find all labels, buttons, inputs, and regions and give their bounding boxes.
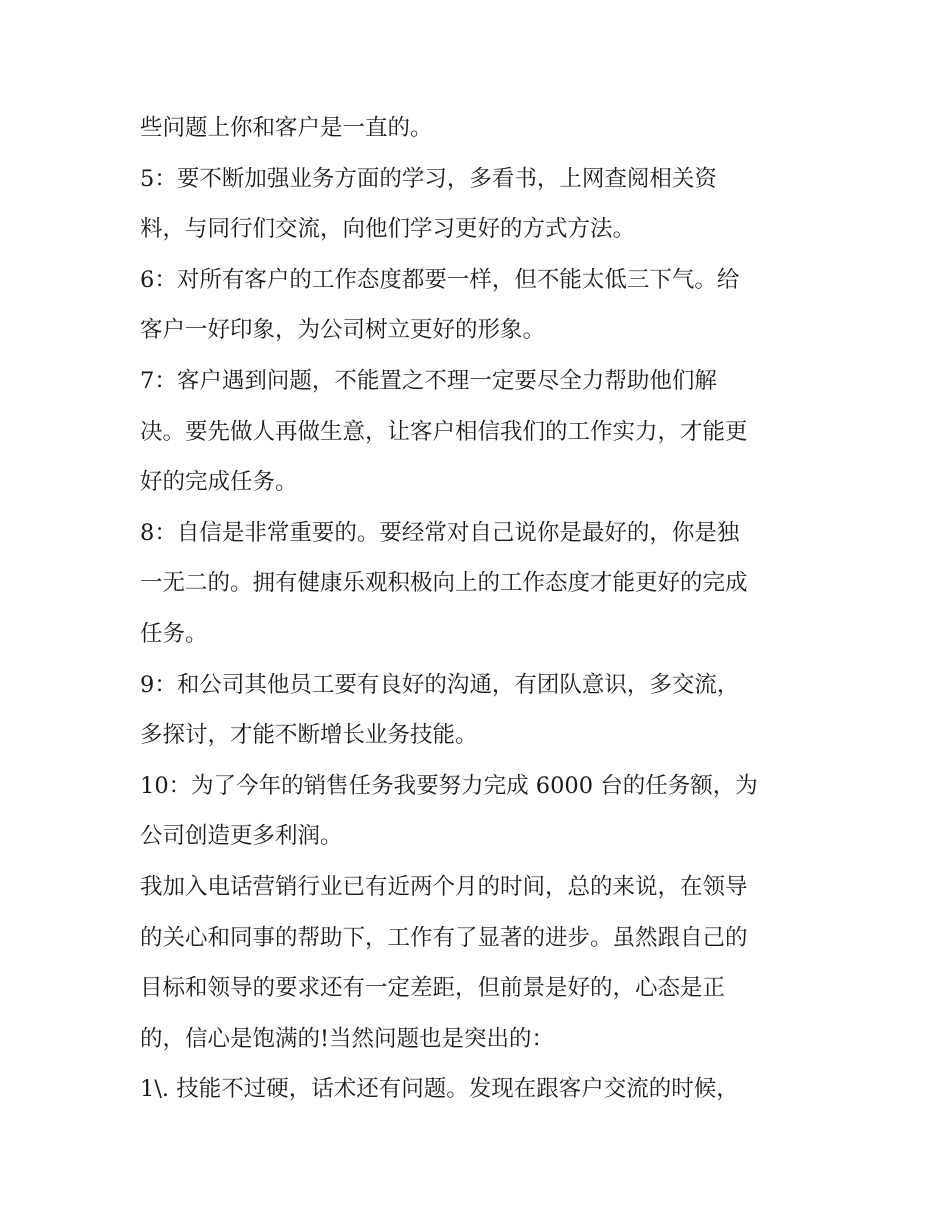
text-line: 公司创造更多利润。 xyxy=(140,823,343,850)
text-line: 的，信心是饱满的!当然问题也是突出的： xyxy=(140,1025,555,1052)
text-line: 6：对所有客户的工作态度都要一样，但不能太低三下气。给 xyxy=(140,266,740,293)
text-line: 一无二的。拥有健康乐观积极向上的工作态度才能更好的完成 xyxy=(140,570,748,597)
text-line: 8：自信是非常重要的。要经常对自己说你是最好的，你是独 xyxy=(140,519,740,546)
text-line: 任务。 xyxy=(140,620,208,647)
text-line: 的关心和同事的帮助下，工作有了显著的进步。虽然跟自己的 xyxy=(140,924,748,951)
text-line: 我加入电话营销行业已有近两个月的时间，总的来说，在领导 xyxy=(140,873,748,900)
text-line: 9：和公司其他员工要有良好的沟通，有团队意识，多交流， xyxy=(140,671,740,698)
text-line: 目标和领导的要求还有一定差距，但前景是好的，心态是正 xyxy=(140,975,726,1002)
text-line: 10：为了今年的销售任务我要努力完成 6000 台的任务额，为 xyxy=(140,772,758,799)
text-line: 决。要先做人再做生意，让客户相信我们的工作实力，才能更 xyxy=(140,418,748,445)
document-body xyxy=(140,108,820,1120)
text-line: 客户一好印象，为公司树立更好的形象。 xyxy=(140,317,546,344)
text-line: 些问题上你和客户是一直的。 xyxy=(140,115,433,141)
text-line: 5：要不断加强业务方面的学习，多看书，上网查阅相关资 xyxy=(140,165,717,192)
text-line: 多探讨，才能不断增长业务技能。 xyxy=(140,722,478,749)
text-line: 料，与同行们交流，向他们学习更好的方式方法。 xyxy=(140,216,636,243)
text-line: 7：客户遇到问题，不能置之不理一定要尽全力帮助他们解 xyxy=(140,367,717,394)
text-line: 1\. 技能不过硬，话术还有问题。发现在跟客户交流的时候， xyxy=(140,1076,739,1103)
text-line: 好的完成任务。 xyxy=(140,469,298,496)
